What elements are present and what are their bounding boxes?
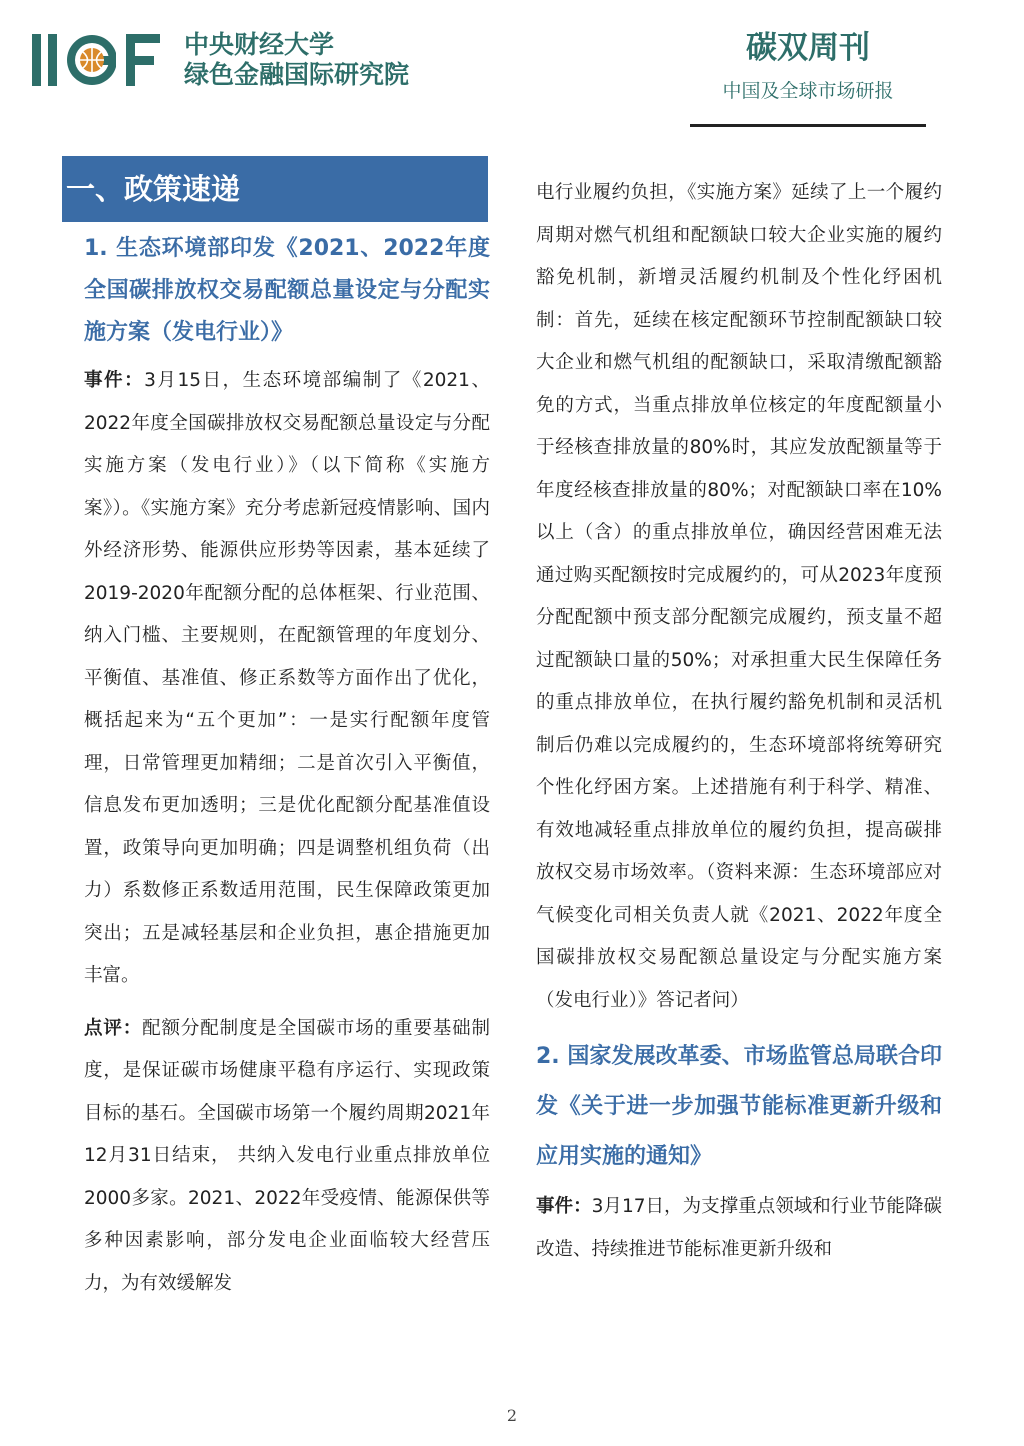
organization-name	[184, 30, 484, 90]
publication-subtitle: 中国及全球市场研报	[722, 80, 894, 102]
article-1-comment	[84, 1008, 490, 1306]
article-1-heading: 1. 生态环境部印发《2021、2022年度全国碳排放权交易配额总量设定与分配实施方案（发电行业）》	[84, 236, 490, 345]
article-1-event	[84, 360, 490, 998]
article-2-event	[536, 1186, 942, 1271]
event-text: 3月15日，生态环境部编制了《2021、2022年度全国碳排放权交易配额总量设定与分配实施方案（发电行业）》（以下简称《实施方案》）。《实施方案》充分考虑新冠疫情影响、国内外经济形势、能源供应形势等因素，基本延续了2019-2020年配额分配的总体框架、行业范围、纳入门槛、主要规则，在配额管理的年度划分、平衡值、基准值、修正系数等方面作出了优化，概括起来为“五个更加”：一是实行配额年度管理，日常管理更加精细；二是首次引入平衡值，信息发布更加透明；三是优化配额分配基准值设置，政策导向更加明确；四是调整机组负荷（出力）系数修正系数适用范围，民生保障政策更加突出；五是减轻基层和企业负担，惠企措施更加丰富。	[84, 370, 490, 986]
publication-title: 碳双周刊	[746, 30, 870, 66]
right-column	[536, 172, 942, 1281]
event-label: 事件：	[536, 1196, 592, 1217]
section-title: 一、政策速递	[62, 156, 488, 222]
article-2-heading: 2. 国家发展改革委、市场监管总局联合印发《关于进一步加强节能标准更新升级和应用实施的通知》	[536, 1044, 942, 1169]
event-text: 3月17日，为支撑重点领域和行业节能降碳改造、持续推进节能标准更新升级和	[536, 1196, 942, 1260]
left-column	[84, 228, 490, 1315]
publication-masthead	[690, 22, 926, 127]
organization-name-line2: 绿色金融国际研究院	[184, 60, 410, 89]
iigf-logo-mark	[30, 30, 170, 90]
page-number: 2	[506, 1406, 518, 1425]
comment-text-left: 配额分配制度是全国碳市场的重要基础制度，是保证碳市场健康平稳有序运行、实现政策目标的基石。全国碳市场第一个履约周期2021年12月31日结束， 共纳入发电行业重点排放单位2000多家。2021、2022年受疫情、能源保供等多种因素影响，部分发电企业面临较大经营压力，为有效缓解发	[84, 1017, 490, 1294]
event-label: 事件：	[84, 370, 145, 391]
article-1-comment-continued: 电行业履约负担，《实施方案》延续了上一个履约周期对燃气机组和配额缺口较大企业实施的履约豁免机制，新增灵活履约机制及个性化纾困机制：首先，延续在核定配额环节控制配额缺口较大企业和燃气机组的配额缺口，采取清缴配额豁免的方式，当重点排放单位核定的年度配额量小于经核查排放量的80%时，其应发放配额量等于年度经核查排放量的80%；对配额缺口率在10%以上（含）的重点排放单位，确因经营困难无法通过购买配额按时完成履约的，可从2023年度预分配配额中预支部分配额完成履约，预支量不超过配额缺口量的50%；对承担重大民生保障任务的重点排放单位，在执行履约豁免机制和灵活机制后仍难以完成履约的，生态环境部将统筹研究个性化纾困方案。上述措施有利于科学、精准、有效地减轻重点排放单位的履约负担，提高碳排放权交易市场效率。（资料来源：生态环境部应对气候变化司相关负责人就《2021、2022年度全国碳排放权交易配额总量设定与分配实施方案（发电行业）》答记者问）	[536, 182, 942, 1011]
comment-label: 点评：	[84, 1017, 143, 1039]
organization-name-line1: 中央财经大学	[184, 30, 335, 59]
